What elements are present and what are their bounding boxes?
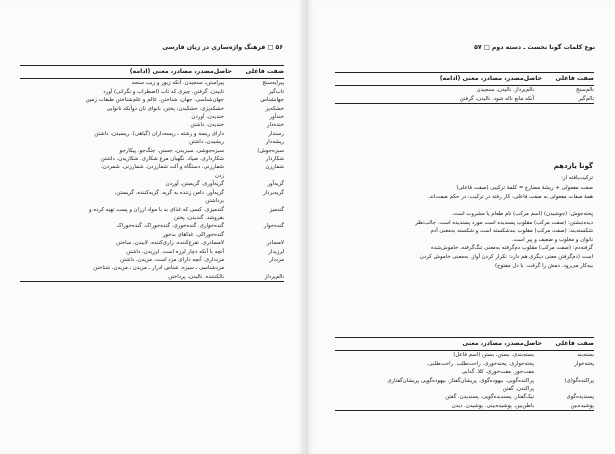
table-row — [20, 222, 284, 239]
table-row — [20, 147, 284, 155]
definition — [20, 248, 232, 256]
definition-line: شکارداری. صیاد. نگهبان مرغ شکاری. شکاریدن، داشتن — [100, 156, 224, 163]
definition — [335, 393, 542, 401]
definition-line: پراکندن. گفتن — [502, 386, 534, 393]
headword: سبزه‌جوش) — [257, 147, 284, 154]
table-row — [335, 95, 594, 104]
column-header-agent: صفت فاعلی — [232, 66, 284, 79]
column-header-agent: صفت فاعلی — [542, 73, 594, 86]
definition-line: نیک‌گفتار. پسندیده‌گویی. پسندیدن. گفتن — [445, 394, 534, 401]
column-header-result: حاصل‌مصدر، مصادر، معنی (ادامه) — [20, 66, 232, 79]
headword: شمارزن — [265, 164, 284, 171]
definition-line: سبزه‌جوشی. سبزیدن، جستن. جنگ‌جو. پیکارجو — [119, 147, 224, 154]
definition-line: خندیدن، آوردن — [191, 114, 224, 121]
headword: لامسادر — [266, 240, 284, 247]
definition-line: پراکنده‌گویی. بیهوده‌گوی. پریشان‌گفتار. بیهوده‌گویی پریشان‌گفتاری — [387, 377, 534, 384]
definition-line: لامسادری. تفرع‌کننده. زاری‌کننده. لابیدن، ساختن — [116, 240, 224, 247]
definition-line: ریشیدن، داشتن — [189, 139, 224, 146]
definition — [20, 256, 232, 264]
definition — [20, 113, 232, 121]
definition — [20, 239, 232, 247]
table-row — [20, 88, 284, 96]
definition-line: آنچه با آنکه دچار لرزه است. لرزیدن، داشتن — [126, 248, 224, 255]
headword: گنده‌خوار — [263, 223, 284, 230]
headword: تاب‌گیر — [268, 88, 284, 95]
definition — [20, 163, 232, 180]
definition-line: نالم‌پرداز. نالیدن، سنجیدن — [476, 87, 534, 94]
definition-line: گریه‌آور. دامن زننده به گریه. گریه‌کننده. گریستن، — [114, 189, 224, 196]
definition — [335, 86, 542, 95]
definition-line: گندمیزی. کسی که غذای بد با مواد ارزان و پست تهیه کرده و — [89, 206, 224, 213]
definition — [20, 138, 232, 146]
table-row — [20, 96, 284, 104]
table-row — [20, 155, 284, 163]
table-row — [335, 393, 594, 401]
definition-line: مفت‌خور. مفت‌خوری. کلا. گدایی — [461, 369, 534, 376]
paragraph-line: دیده‌نبشتن: (صفت مرکب) مقلوب پسندیده است مورد پسندیده است. جالب‌نظر — [415, 219, 593, 226]
right-lexicon-table-continued — [335, 72, 594, 104]
definition — [20, 264, 232, 272]
section-line: ترکیب‌یافته از: — [561, 175, 593, 181]
definition — [20, 79, 232, 88]
definition-line: تابیدن، گرفتن. چیزی که تاب (اضطراب و نگرانی) آورد — [103, 88, 224, 95]
examples-paragraph — [331, 210, 593, 270]
headword: جهانشناس — [260, 97, 284, 104]
headword: ریشه‌دار — [265, 139, 284, 146]
table-row — [20, 113, 284, 121]
table-row — [20, 180, 284, 188]
headword: پسندیده‌گوی — [566, 394, 594, 401]
left-page — [0, 0, 305, 454]
definition — [20, 206, 232, 223]
headword — [542, 368, 594, 376]
table-row — [20, 189, 284, 206]
headword: پوشیده‌بین — [570, 402, 594, 409]
definition — [335, 360, 542, 368]
headword: پراکنده‌گو(ی) — [564, 377, 594, 384]
table-row — [335, 351, 594, 360]
definition — [20, 130, 232, 138]
headword: گریه‌آور — [267, 181, 284, 188]
headword: خنده‌دار — [266, 122, 284, 129]
definition — [20, 273, 232, 282]
definition-line: برداشتن — [205, 198, 224, 205]
definition — [20, 88, 232, 96]
headword: مزددار — [269, 256, 284, 263]
headword — [232, 264, 284, 272]
paragraph-line: بیه‌کار می‌رود. دمش را گرفت. با دل مفتوح) — [495, 262, 593, 269]
definition-line: زدن — [215, 172, 224, 179]
table-row — [20, 239, 284, 247]
definition-line: جهان‌شناسی. جهان، شناختن. عالم و علم‌شناختن طبقات زمین — [85, 97, 224, 104]
table-row — [335, 402, 594, 411]
table-row — [20, 163, 284, 180]
definition-line: گریه‌آوری. گریستن، آوردن — [165, 181, 224, 188]
section-line: همهٔ صفات مفعولی به صفت فاعلی، کار رفته در ترکیب، در حکم صفت‌اند. — [427, 194, 593, 200]
definition-line: پخته‌خواری. پخته‌خوری. راحت‌طلب. راحت‌طلبی. — [426, 360, 534, 367]
headword: خشکه‌پز — [265, 105, 284, 112]
table-row — [335, 377, 594, 394]
headword: بسته‌بند — [577, 352, 594, 359]
definition — [335, 95, 542, 104]
definition — [20, 180, 232, 188]
right-page-header: نوع کلمات گونا نخست ـ دسته دوم □ ۵۷ — [474, 44, 595, 51]
definition — [20, 105, 232, 113]
definition — [335, 368, 542, 376]
definition — [335, 351, 542, 360]
table-row — [20, 256, 284, 264]
headword: نالم‌گیر — [578, 95, 594, 102]
definition — [20, 189, 232, 206]
definition — [335, 402, 542, 411]
definition-line: دارای ریسه و رشته ـ ریسه‌داران (گیاهی). ریسیدن، داشتن — [94, 130, 224, 137]
headword: پخته‌خوار — [574, 360, 594, 367]
left-lexicon-table — [20, 65, 284, 282]
table-row — [20, 105, 284, 113]
headword: نالم‌سنج — [576, 87, 594, 94]
table-row — [335, 360, 594, 368]
table-row — [20, 138, 284, 146]
section-title: گونا یازدهم — [553, 162, 593, 170]
headword: گریه‌بردار — [263, 189, 284, 196]
headword: لرزیدار — [268, 248, 284, 255]
headword: پیرایه‌سنج — [262, 80, 284, 87]
table-row — [20, 273, 284, 282]
definition-line: شمارزنی. دستگاه و آلت شمارزدن. شمارزنی. شمردن، — [101, 164, 224, 171]
definition — [335, 377, 542, 394]
definition — [20, 96, 232, 104]
definition-line: خندیدن، داشتن — [190, 122, 224, 129]
right-lexicon-table-new — [335, 337, 594, 411]
definition-line: مزدداری. آنچه دارای مزد است. مزیدن، داشتن — [120, 256, 224, 263]
definition-line: گنده‌خواری. گنده‌خوری. گنده‌خوراک. گنده‌خوراک — [116, 223, 224, 230]
table-row — [20, 130, 284, 138]
table-row — [20, 248, 284, 256]
table-row — [20, 206, 284, 223]
paragraph-line: ناتوان و مغلوب و ضعیف و پیر است. — [511, 236, 593, 243]
paragraph-line: پخته‌جوش: (جوشیدن) (اسم مرکب) نام طعام یا مشروب است. — [451, 211, 593, 217]
table-row — [20, 79, 284, 88]
headword: گندمیز — [269, 206, 284, 213]
definition-line: نالکنننده. نالیدن، پرداختن — [168, 273, 224, 280]
definition-line: پیراستن، سنجیدن. آنکه زیور و زیب سنجد — [131, 80, 224, 87]
definition-line: خشکه‌پزی. خشکیدن، پختن. نانوای نان دوآتکه نانوایی — [106, 105, 224, 112]
headword: رسندار — [268, 130, 284, 137]
table-row — [335, 368, 594, 376]
definition-line: باطن‌بین. پوشیده‌بینی. پوشیدن. دیدن — [451, 402, 534, 409]
table-row — [20, 121, 284, 129]
paragraph-line: گرفته‌دم: (صفت مرکب) مقلوب دم‌گرفته به‌معنی تنگ‌گرفته، خاموش‌شده — [430, 245, 593, 252]
left-page-header: ۵۶ □ فرهنگ واژه‌سازی در زبان فارسی — [162, 44, 283, 51]
definition — [20, 222, 232, 239]
section-line: صفت مفعولی + ریشهٔ مضارع = کلمهٔ ترکیبی (صفت فاعلی) — [456, 185, 593, 191]
definition-line: بفروشد. گندیدن، پختن — [173, 214, 224, 221]
paragraph-line: است (دم‌گرفتن معنی دیگری هم دارد: تکرار کردن آواز. به‌معنی خاموش کردن — [419, 253, 593, 260]
definition-line: مزدشناسی ـ سیزه. شناس ادرار ـ مزیدن ـ مزیدن، شناختن — [93, 265, 224, 272]
right-page — [306, 0, 615, 454]
definition — [20, 121, 232, 129]
headword: شکاردار — [265, 156, 284, 163]
headword: خندآور — [269, 114, 284, 121]
definition-line: گنده‌خوراکی. غذاهای بدخور — [162, 231, 224, 238]
definition — [20, 147, 232, 155]
table-row — [335, 86, 594, 95]
paragraph-line: شکسته‌بند: (صفت مرکب) مقلوب بندشکسته است و شکسته به‌معنی آدم — [430, 228, 593, 235]
headword: نالم‌پرداز — [264, 273, 284, 280]
column-header-result: حاصل‌مصدر، مصادر، معنی (ادامه) — [335, 73, 542, 86]
column-header-agent: صفت فاعلی — [542, 338, 594, 351]
definition-line: بسته‌بندی. بستن، بستن (اسم فاعل) — [453, 352, 534, 359]
table-row — [20, 264, 284, 272]
definition-line: آنکه مانع ناله شود. نالیدن، گرفتن — [459, 95, 534, 102]
column-header-result: حاصل‌مصدر، مصادر، معنی — [335, 338, 542, 351]
definition — [20, 155, 232, 163]
